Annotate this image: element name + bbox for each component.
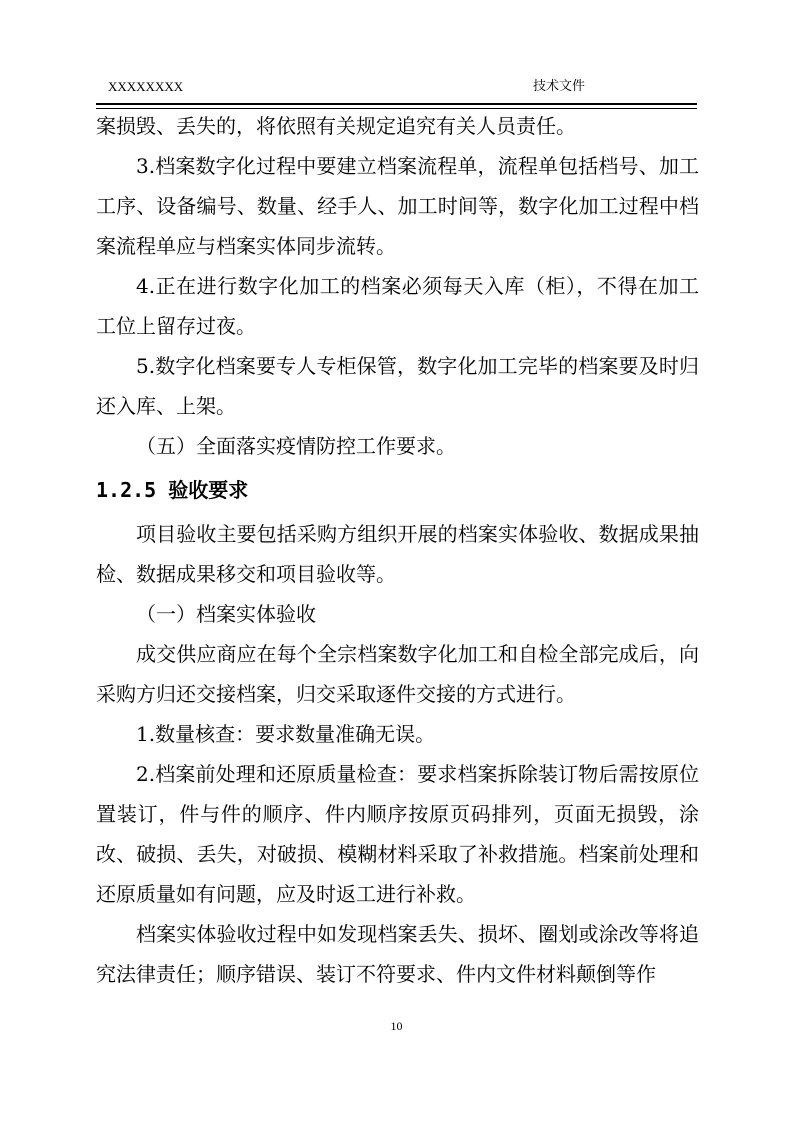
header-document-code: XXXXXXXX	[108, 79, 184, 94]
paragraph-quality-check: 2.档案前处理和还原质量检查：要求档案拆除装订物后需按原位置装订，件与件的顺序、件内顺序按原页码排列，页面无损毁，涂改、破损、丢失，对破损、模糊材料采取了补救措施。档案前处理和还原质量如有问题，应及时返工进行补救。	[96, 762, 699, 906]
paragraph-quantity-check: 1.数量核查：要求数量准确无误。	[136, 722, 436, 746]
paragraph-acceptance-intro: 项目验收主要包括采购方组织开展的档案实体验收、数据成果抽检、数据成果移交和项目验收等。	[96, 522, 699, 586]
paragraph-subsection-5: （五）全面落实疫情防控工作要求。	[136, 434, 456, 458]
paragraph-item-5: 5.数字化档案要专人专柜保管，数字化加工完毕的档案要及时归还入库、上架。	[96, 354, 699, 418]
page-body	[96, 106, 699, 994]
header-rule-thick	[96, 103, 697, 105]
subsection-title-physical-acceptance: （一）档案实体验收	[136, 602, 316, 626]
paragraph-continued: 案损毁、丢失的，将依照有关规定追究有关人员责任。	[96, 114, 576, 138]
page-number: 10	[390, 1019, 403, 1033]
paragraph-return-handover: 成交供应商应在每个全宗档案数字化加工和自检全部完成后，向采购方归还交接档案，归交采取逐件交接的方式进行。	[96, 642, 699, 706]
section-heading: 1.2.5 验收要求	[96, 478, 249, 502]
page-header	[96, 78, 697, 100]
paragraph-liability: 档案实体验收过程中如发现档案丢失、损坏、圈划或涂改等将追究法律责任；顺序错误、装订不符要求、件内文件材料颠倒等作	[96, 922, 699, 986]
paragraph-item-4: 4.正在进行数字化加工的档案必须每天入库（柜），不得在加工工位上留存过夜。	[96, 274, 699, 338]
paragraph-item-3: 3.档案数字化过程中要建立档案流程单，流程单包括档号、加工工序、设备编号、数量、经手人、加工时间等，数字化加工过程中档案流程单应与档案实体同步流转。	[96, 154, 699, 258]
header-document-type: 技术文件	[532, 79, 585, 94]
